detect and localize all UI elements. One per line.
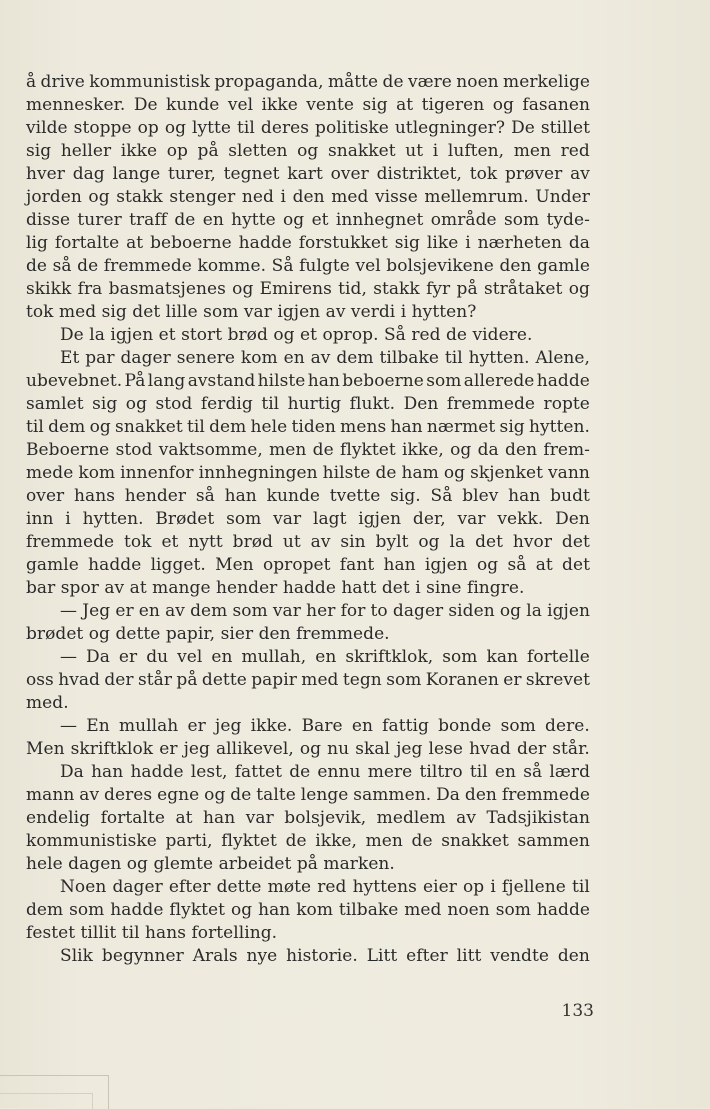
text-line: festet tillit til hans fortelling.	[26, 923, 278, 943]
text-line: Beboerne stod vaktsomme, men de flyktet ikke, og da den frem-	[26, 440, 590, 460]
text-line: Noen dager efter dette møte red hyttens eier op i fjellene til	[60, 877, 590, 897]
text-line: Da han hadde lest, fattet de ennu mere tiltro til en så lærd	[60, 762, 590, 782]
text-line: mede kom innenfor innhegningen hilste de ham og skjenket vann	[26, 463, 590, 483]
text-line: til dem og snakket til dem hele tiden mens han nærmet sig hytten.	[26, 417, 590, 437]
text-line: mennesker. De kunde vel ikke vente sig at tigeren og fasanen	[26, 95, 590, 115]
text-line: skikk fra basmatsjenes og Emirens tid, stakk fyr på stråtaket og	[26, 279, 590, 299]
text-line: fremmede tok et nytt brød ut av sin bylt og la det hvor det	[26, 532, 590, 552]
text-line: over hans hender så han kunde tvette sig. Så blev han budt	[26, 486, 590, 506]
page-edge-mark-inner	[0, 1093, 93, 1109]
text-line: inn i hytten. Brødet som var lagt igjen der, var vekk. Den	[26, 509, 590, 529]
text-line: De la igjen et stort brød og et oprop. Så red de videre.	[60, 325, 533, 345]
text-line: bar spor av at mange hender hadde hatt det i sine fingre.	[26, 578, 525, 598]
text-line: jorden og stakk stenger ned i den med visse mellemrum. Under	[26, 187, 590, 207]
text-line: dem som hadde flyktet og han kom tilbake med noen som hadde	[26, 900, 590, 920]
text-line: med.	[26, 693, 69, 713]
text-line: sig heller ikke op på sletten og snakket ut i luften, men red	[26, 141, 590, 161]
text-line: mann av deres egne og de talte lenge sammen. Da den fremmede	[26, 785, 590, 805]
body-text	[26, 71, 590, 968]
text-line: å drive kommunistisk propaganda, måtte de være noen merkelige	[26, 72, 590, 92]
text-line: Men skriftklok er jeg allikevel, og nu skal jeg lese hvad der står.	[26, 739, 590, 759]
text-line: ubevebnet. På lang avstand hilste han beboerne som allerede hadde	[26, 371, 590, 391]
text-line: gamle hadde ligget. Men opropet fant han igjen og så at det	[26, 555, 590, 575]
text-line: — En mullah er jeg ikke. Bare en fattig bonde som dere.	[60, 716, 590, 736]
text-line: vilde stoppe op og lytte til deres politiske utlegninger? De stillet	[26, 118, 590, 138]
text-line: samlet sig og stod ferdig til hurtig flukt. Den fremmede ropte	[26, 394, 590, 414]
text-line: tok med sig det lille som var igjen av verdi i hytten?	[26, 302, 477, 322]
page-number: 133	[561, 1001, 594, 1021]
text-line: brødet og dette papir, sier den fremmede.	[26, 624, 390, 644]
text-line: kommunistiske parti, flyktet de ikke, men de snakket sammen	[26, 831, 590, 851]
text-line: hver dag lange turer, tegnet kart over distriktet, tok prøver av	[26, 164, 590, 184]
text-line: de så de fremmede komme. Så fulgte vel bolsjevikene den gamle	[26, 256, 590, 276]
text-line: endelig fortalte at han var bolsjevik, medlem av Tadsjikistan	[26, 808, 590, 828]
text-line: Slik begynner Arals nye historie. Litt efter litt vendte den	[60, 946, 590, 966]
text-line: oss hvad der står på dette papir med tegn som Koranen er skrevet	[26, 670, 590, 690]
text-line: — Da er du vel en mullah, en skriftklok, som kan fortelle	[60, 647, 590, 667]
text-line: hele dagen og glemte arbeidet på marken.	[26, 854, 395, 874]
text-line: Et par dager senere kom en av dem tilbake til hytten. Alene,	[60, 348, 590, 368]
text-line: disse turer traff de en hytte og et innhegnet område som tyde-	[26, 210, 590, 230]
text-line: lig fortalte at beboerne hadde forstukket sig like i nærheten da	[26, 233, 590, 253]
text-line: — Jeg er en av dem som var her for to dager siden og la igjen	[60, 601, 590, 621]
